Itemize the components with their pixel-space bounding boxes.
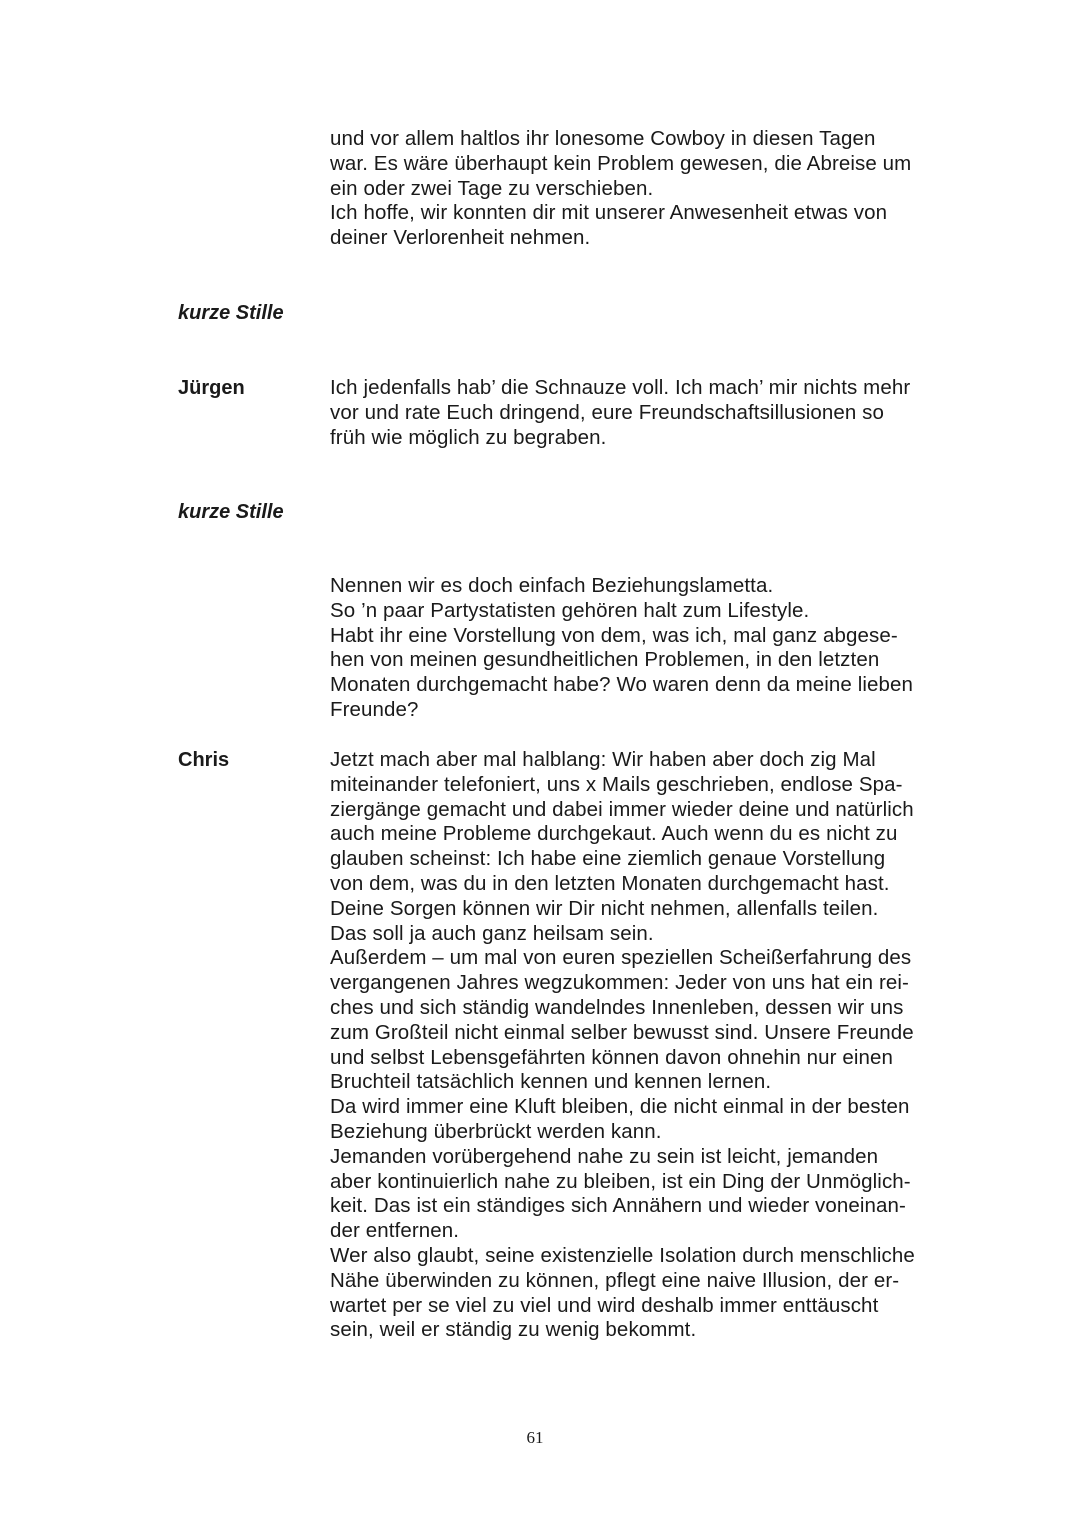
text-line: ein oder zwei Tage zu verschieben. <box>330 176 654 200</box>
text-line: miteinander telefoniert, uns x Mails geschrieben, endlose Spa- <box>330 772 903 796</box>
text-line: Jetzt mach aber mal halblang: Wir haben aber doch zig Mal <box>330 748 876 771</box>
text-line: Ich jedenfalls hab’ die Schnauze voll. Ich mach’ mir nichts mehr <box>330 376 911 399</box>
text-line: deiner Verlorenheit nehmen. <box>330 226 591 250</box>
text-line: So ’n paar Partystatisten gehören halt zum Lifestyle. <box>330 598 810 622</box>
dialogue-continuation-block <box>330 127 950 251</box>
dialogue-juergen <box>330 376 950 450</box>
text-line: und vor allem haltlos ihr lonesome Cowboy in diesen Tagen <box>330 127 876 150</box>
text-line: Wer also glaubt, seine existenzielle Isolation durch menschliche <box>330 1243 915 1267</box>
dialogue-juergen-continued <box>330 574 950 723</box>
text-line: vergangenen Jahres wegzukommen: Jeder von uns hat ein rei- <box>330 971 909 995</box>
text-line: Bruchteil tatsächlich kennen und kennen lernen. <box>330 1070 772 1094</box>
speaker-name-juergen: Jürgen <box>178 377 245 399</box>
text-line: war. Es wäre überhaupt kein Problem gewesen, die Abreise um <box>330 151 912 175</box>
text-line: Monaten durchgemacht habe? Wo waren denn da meine lieben <box>330 673 914 697</box>
text-line: von dem, was du in den letzten Monaten durchgemacht hast. <box>330 871 890 895</box>
text-line: auch meine Probleme durchgekaut. Auch wenn du es nicht zu <box>330 822 898 846</box>
text-line: sein, weil er ständig zu wenig bekommt. <box>330 1318 697 1342</box>
text-line: vor und rate Euch dringend, eure Freundschaftsillusionen so <box>330 400 885 424</box>
stage-direction: kurze Stille <box>178 302 284 324</box>
speaker-name-chris: Chris <box>178 749 230 771</box>
text-line: Deine Sorgen können wir Dir nicht nehmen, allenfalls teilen. <box>330 896 879 920</box>
text-line: glauben scheinst: Ich habe eine ziemlich genaue Vorstellung <box>330 847 886 871</box>
text-line: ches und sich ständig wandelndes Innenleben, dessen wir uns <box>330 995 904 1019</box>
text-line: Beziehung überbrückt werden kann. <box>330 1119 662 1143</box>
text-line: Jemanden vorübergehend nahe zu sein ist leicht, jemanden <box>330 1144 879 1168</box>
text-line: aber kontinuierlich nahe zu bleiben, ist ein Ding der Unmöglich- <box>330 1169 911 1193</box>
text-line: zum Großteil nicht einmal selber bewusst sind. Unsere Freunde <box>330 1020 914 1044</box>
text-line: der entfernen. <box>330 1219 460 1243</box>
dialogue-chris <box>330 748 950 1343</box>
text-line: Freunde? <box>330 697 419 721</box>
text-line: hen von meinen gesundheitlichen Problemen, in den letzten <box>330 648 880 672</box>
text-line: ziergänge gemacht und dabei immer wieder deine und natürlich <box>330 797 914 821</box>
text-line: wartet per se viel zu viel und wird deshalb immer enttäuscht <box>330 1293 879 1317</box>
text-line: Habt ihr eine Vorstellung von dem, was ich, mal ganz abgese- <box>330 623 898 647</box>
text-line: Da wird immer eine Kluft bleiben, die nicht einmal in der besten <box>330 1095 910 1119</box>
text-line: früh wie möglich zu begraben. <box>330 425 607 449</box>
text-line: Außerdem – um mal von euren speziellen Scheißerfahrung des <box>330 946 912 970</box>
stage-direction: kurze Stille <box>178 501 284 523</box>
text-line: Das soll ja auch ganz heilsam sein. <box>330 921 654 945</box>
text-line: und selbst Lebensgefährten können davon ohnehin nur einen <box>330 1045 894 1069</box>
text-line: keit. Das ist ein ständiges sich Annähern und wieder voneinan- <box>330 1194 906 1218</box>
text-line: Nennen wir es doch einfach Beziehungslametta. <box>330 574 774 597</box>
text-line: Nähe überwinden zu können, pflegt eine naive Illusion, der er- <box>330 1268 900 1292</box>
text-line: Ich hoffe, wir konnten dir mit unserer Anwesenheit etwas von <box>330 201 888 225</box>
page-number: 61 <box>526 1428 544 1447</box>
